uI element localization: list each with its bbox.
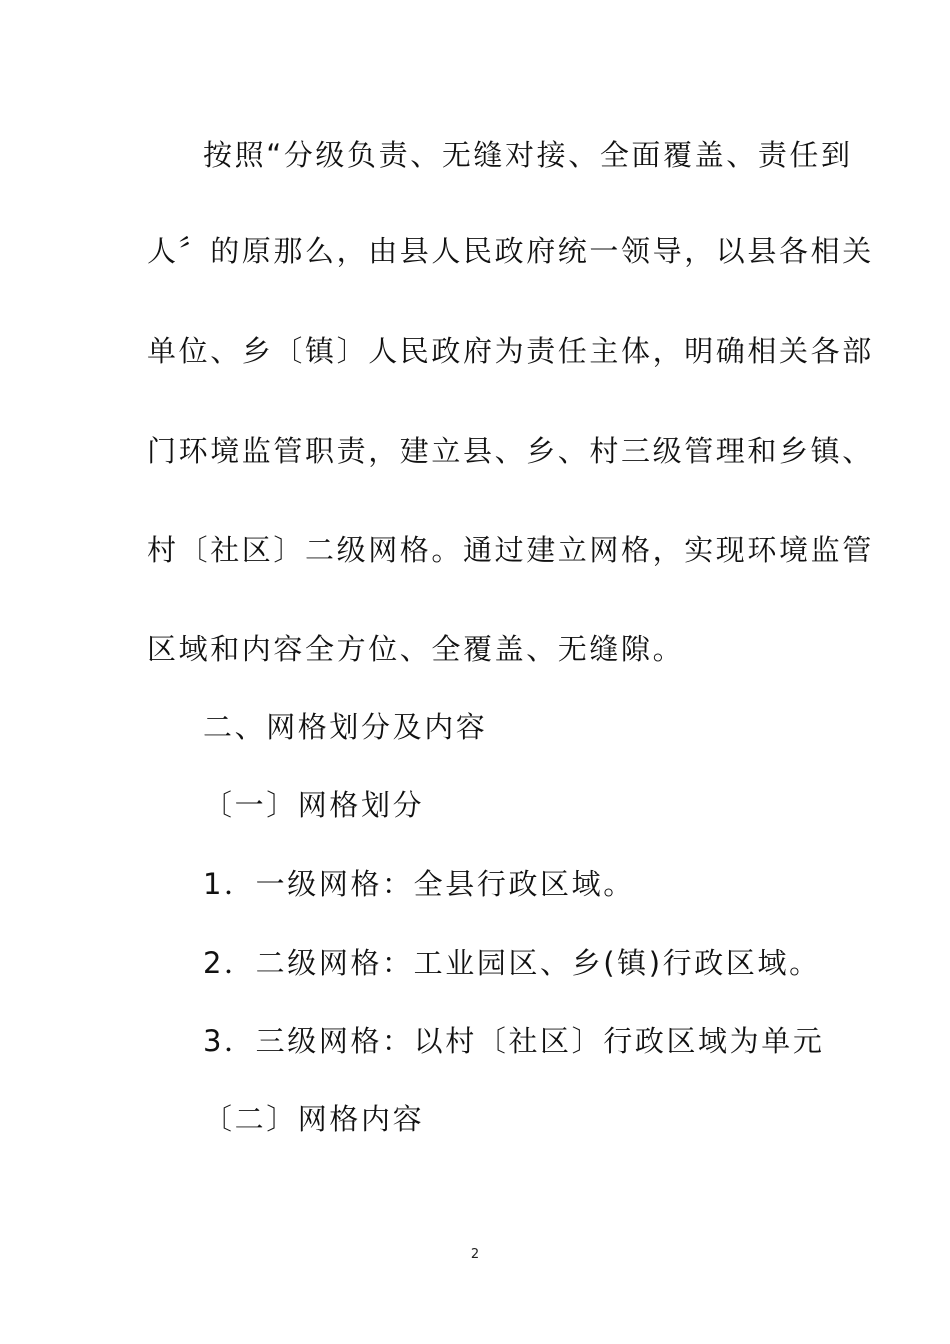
paragraph-line-3: 单位、乡〔镇〕人民政府为责任主体，明确相关各部 xyxy=(147,334,874,368)
paragraph-line-5: 村〔社区〕二级网格。通过建立网格，实现环境监管 xyxy=(147,533,874,567)
paragraph-line-4: 门环境监管职责，建立县、乡、村三级管理和乡镇、 xyxy=(147,434,874,468)
page-number: 2 xyxy=(470,1247,480,1262)
list-item-3: 3．三级网格：以村〔社区〕行政区域为单元 xyxy=(203,1024,825,1058)
subsection-heading-1: 〔一〕网格划分 xyxy=(203,788,425,822)
paragraph-line-2: 人〞的原那么，由县人民政府统一领导，以县各相关 xyxy=(147,234,874,268)
list-item-2: 2．二级网格：工业园区、乡(镇)行政区域。 xyxy=(203,946,821,980)
paragraph-line-6: 区域和内容全方位、全覆盖、无缝隙。 xyxy=(147,632,685,666)
paragraph-line-1: 按照“分级负责、无缝对接、全面覆盖、责任到 xyxy=(203,138,853,172)
list-item-1: 1．一级网格：全县行政区域。 xyxy=(203,867,635,901)
section-heading: 二、网格划分及内容 xyxy=(203,710,488,744)
subsection-heading-2: 〔二〕网格内容 xyxy=(203,1102,425,1136)
